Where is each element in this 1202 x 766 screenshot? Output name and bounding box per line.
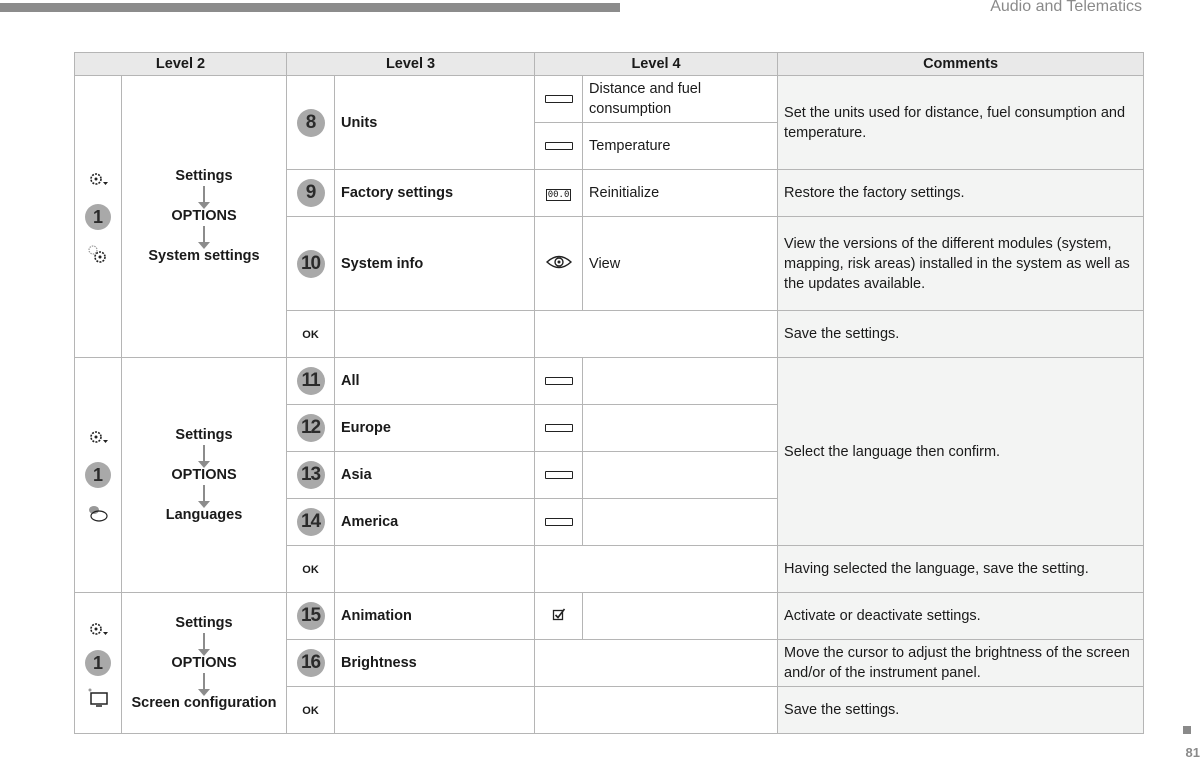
comment: View the versions of the different modules (system, mapping, risk areas) installed in the system as well as the updates available.: [778, 217, 1144, 311]
comment: Set the units used for distance, fuel consumption and temperature.: [778, 76, 1144, 170]
step-badge: 1: [85, 650, 111, 676]
section-title: Audio and Telematics: [990, 0, 1142, 15]
comment: Move the cursor to adjust the brightness of the screen and/or of the instrument panel.: [778, 640, 1144, 687]
brightness-label: Brightness: [335, 640, 535, 687]
checkbox-icon: [552, 607, 566, 621]
comment: Select the language then confirm.: [778, 358, 1144, 546]
comment: Save the settings.: [778, 311, 1144, 358]
group3-path: [122, 593, 287, 734]
eye-icon: [546, 254, 572, 270]
group3-icons: [75, 593, 122, 734]
screen-config-icon: [87, 686, 109, 708]
item-number: 13: [297, 461, 325, 489]
path-step: OPTIONS: [171, 654, 237, 671]
ok-button-label: OK: [302, 705, 319, 717]
down-arrow-icon: [203, 226, 205, 244]
language-region-label: Asia: [335, 452, 535, 499]
units-label: Units: [335, 76, 535, 170]
settings-gear-icon: [87, 168, 109, 190]
step-badge: 1: [85, 462, 111, 488]
ok-button-label: OK: [302, 564, 319, 576]
down-arrow-icon: [203, 673, 205, 691]
comment: Restore the factory settings.: [778, 170, 1144, 217]
table-header-row: [75, 53, 1144, 76]
path-step: Screen configuration: [131, 694, 277, 711]
page-marker: [1183, 726, 1191, 734]
system-settings-icon: [87, 244, 109, 266]
selection-bar-icon: [545, 377, 573, 385]
path-step: OPTIONS: [171, 466, 237, 483]
option-label: Reinitialize: [583, 170, 778, 217]
table-row: [75, 76, 1144, 123]
settings-gear-icon: [87, 426, 109, 448]
header-level3: Level 3: [287, 53, 535, 76]
ok-button-label: OK: [302, 329, 319, 341]
selection-bar-icon: [545, 424, 573, 432]
down-arrow-icon: [203, 186, 205, 204]
item-number: 15: [297, 602, 325, 630]
path-step: Settings: [175, 426, 233, 443]
language-region-label: Europe: [335, 405, 535, 452]
group2-icons: [75, 358, 122, 593]
item-number: 12: [297, 414, 325, 442]
group1-icons: [75, 76, 122, 358]
system-info-label: System info: [335, 217, 535, 311]
option-label: View: [583, 217, 778, 311]
comment: Save the settings.: [778, 687, 1144, 734]
comment: Having selected the language, save the setting.: [778, 546, 1144, 593]
header-level2: Level 2: [75, 53, 287, 76]
item-number: 8: [297, 109, 325, 137]
step-badge: 1: [85, 204, 111, 230]
settings-gear-icon: [87, 618, 109, 640]
down-arrow-icon: [203, 485, 205, 503]
page-number: 81: [1185, 745, 1200, 760]
path-step: OPTIONS: [171, 208, 237, 224]
down-arrow-icon: [203, 445, 205, 463]
reset-display-icon: 00.0: [547, 190, 570, 200]
item-number: 9: [297, 179, 325, 207]
comment: Activate or deactivate settings.: [778, 593, 1144, 640]
group1-path: [122, 76, 287, 358]
header-level4: Level 4: [535, 53, 778, 76]
item-number: 16: [297, 649, 325, 677]
item-number: 11: [297, 367, 325, 395]
header-comments: Comments: [778, 53, 1144, 76]
down-arrow-icon: [203, 633, 205, 651]
header-bar: [0, 3, 620, 12]
table-row: [75, 593, 1144, 640]
option-label: Distance and fuel consumption: [583, 76, 778, 123]
selection-bar-icon: [545, 471, 573, 479]
path-step: Settings: [175, 614, 233, 631]
path-step: Settings: [175, 168, 233, 184]
selection-bar-icon: [545, 142, 573, 150]
selection-bar-icon: [545, 95, 573, 103]
selection-bar-icon: [545, 518, 573, 526]
path-step: System settings: [148, 248, 260, 264]
item-number: 10: [297, 250, 325, 278]
animation-label: Animation: [335, 593, 535, 640]
table-row: [75, 358, 1144, 405]
language-region-label: All: [335, 358, 535, 405]
settings-table: [74, 52, 1144, 734]
group2-path: [122, 358, 287, 593]
path-step: Languages: [165, 506, 243, 523]
item-number: 14: [297, 508, 325, 536]
language-region-label: America: [335, 499, 535, 546]
option-label: Temperature: [583, 123, 778, 170]
factory-settings-label: Factory settings: [335, 170, 535, 217]
language-icon: [87, 502, 109, 524]
